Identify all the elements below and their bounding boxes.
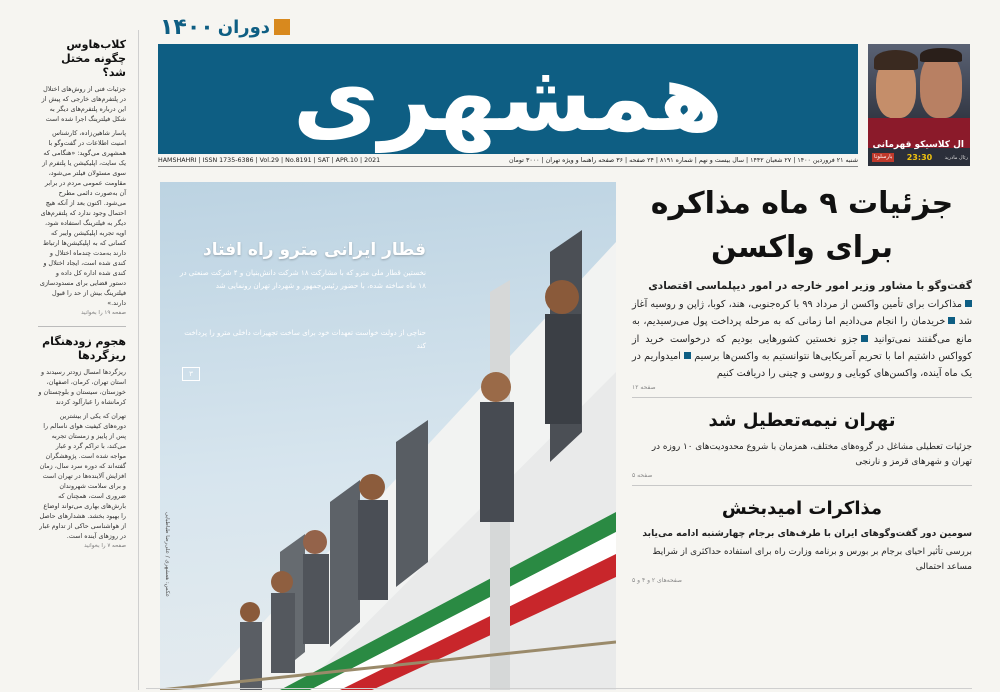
metro-photo-story[interactable] xyxy=(160,182,616,690)
bullet-square-icon xyxy=(965,300,972,307)
main-point-1: مذاکرات برای تأمین واکسن از مرداد ۹۹ با کره‌جنوبی، هند، کوبا، ژاپن و روسیه آغاز شد xyxy=(632,299,972,328)
main-headline[interactable]: جزئیات ۹ ماه مذاکره برای واکسن xyxy=(650,186,954,265)
divider xyxy=(632,485,972,486)
edition-year xyxy=(160,14,290,40)
player-hair-icon xyxy=(920,48,962,62)
promo-team-home: رئال مادرید xyxy=(944,154,968,161)
player-hair-icon xyxy=(874,50,918,70)
edition-word: دوران xyxy=(217,16,271,38)
tehran-page-ref[interactable]: صفحه ۵ xyxy=(632,472,653,480)
masthead[interactable] xyxy=(158,44,858,154)
main-page-ref[interactable]: صفحه ۱۲ xyxy=(632,384,656,392)
promo-box[interactable] xyxy=(868,44,970,166)
photo-page-number[interactable]: ۳ xyxy=(182,367,200,381)
promo-time: 23:30 xyxy=(906,153,933,162)
promo-title: ال کلاسیکو قهرمانی xyxy=(872,140,964,150)
column-rule xyxy=(138,30,139,690)
tehran-body: جزئیات تعطیلی مشاغل در گروه‌های مختلف، همزمان با شروع محدودیت‌های ۱۰ روزه در تهران و شهرهای قرمز و نارنجی xyxy=(651,442,972,468)
bullet-square-icon xyxy=(684,352,691,359)
talks-subhead: سومین دور گفت‌وگوهای ایران با طرف‌های برجام چهارشنبه ادامه می‌یابد xyxy=(642,528,972,540)
talks-headline[interactable]: مذاکرات امیدبخش xyxy=(721,498,883,520)
left-story2-lead: ریزگردها امسال زودتر رسیدند و استان تهران، کرمان، اصفهان، خوزستان، سیستان و بلوچستان و کرمانشاه را غبارآلود کردند xyxy=(38,368,126,406)
left-story2-title[interactable]: هجوم زودهنگام ریزگردها xyxy=(42,335,126,362)
promo-match-row xyxy=(872,152,968,163)
bullet-square-icon xyxy=(948,317,955,324)
talks-page-ref[interactable]: صفحه‌های ۲ و ۴ و ۵ xyxy=(632,577,682,585)
masthead-logo: همشهری xyxy=(292,44,724,153)
main-subhead: گفت‌وگو با مشاور وزیر امور خارجه در امور دیپلماسی اقتصادی xyxy=(648,280,972,292)
left-story2-body: تهران که یکی از بیشترین دوره‌های کیفیت هوای ناسالم را پس از پاییز و زمستان تجربه می‌کند، با تراکم گرد و غبار مواجه شده است. پژوهشگران گفته‌اند که دوره سرد سال، زمان افزایش آلاینده‌ها در تهران است و برای سلامت شهروندان ضروری است، همچنان که بارش‌های بهاری می‌تواند اوضاع را بهبود بخشد. هشدارهای حاصل از هواشناسی حاکی از تداوم غبار در روزهای آینده است. xyxy=(39,412,126,540)
talks-body: بررسی تأثیر احیای برجام بر بورس و برنامه وزارت راه برای استفاده حداکثری از شرایط مساعد احتمالی xyxy=(652,547,972,573)
left-column xyxy=(38,38,126,688)
main-body xyxy=(632,296,972,382)
right-column xyxy=(632,182,972,584)
photo-credit: عکس: همشهری / علی‌رضا طباطبایی xyxy=(164,512,170,598)
left-story1-lead: جزئیات فنی از روش‌های اختلال در پلتفرم‌های خارجی که پیش از این درباره پلتفرم‌های دیگر به شکل فیلترینگ اجرا شده است xyxy=(41,85,126,123)
main-point-3: جزو نخستین کشورهایی بودیم که درخواست خرید از کوواکس داشتیم اما با تحریم آمریکایی‌ها نتوانستیم به واکسن‌ها برسیم xyxy=(632,333,972,362)
photo-lead: نخستین قطار ملی مترو که با مشارکت ۱۸ شرکت دانش‌بنیان و ۴ شرکت صنعتی در ۱۸ ماه ساخته شده، با حضور رئیس‌جمهور و شهردار تهران رونمایی شد xyxy=(179,268,426,290)
left-story1-body: پاسار شاهین‌زاده، کارشناس امنیت اطلاعات در گفت‌وگو با همشهری می‌گوید: «هنگامی که یک سایت، اپلیکیشن یا پلتفرم از سوی مسئولان فیلتر می‌شود، مقاومت عمومی مردم در برابر آن به‌صورت دائمی مطرح می‌شود. اکنون بعد از آنکه هیچ احتمال وجود ندارد که پلتفرم‌های دیگر به فیلترینگ استفاده شود، اوپه تجربه اپلیکیشن وایبر که کسانی که به اپلیکیشن‌ها ارتباط دارند به‌مدت چندماه اختلال و کندی شده است، ایجاد اختلال و کندی شده اداره کل داده و دستور قضایی برای مسدودسازی فیلترینگ بیش از حد را قبول دارند.» xyxy=(39,129,126,307)
tehran-headline[interactable]: تهران نیمه‌تعطیل شد xyxy=(708,410,896,432)
divider xyxy=(38,326,126,327)
bullet-square-icon xyxy=(861,335,868,342)
info-english: HAMSHAHRI | ISSN 1735-6386 | Vol.29 | No.8191 | SAT | APR.10 | 2021 xyxy=(158,157,381,164)
edition-year-number: ۱۴۰۰ xyxy=(160,14,214,40)
promo-team-away: بارسلونا xyxy=(874,154,893,160)
photo-body: حناچی از دولت خواست تعهدات خود برای ساخت تجهیزات داخلی مترو را پرداخت کند xyxy=(184,328,426,350)
info-persian: شنبه ۲۱ فروردین ۱۴۰۰ | ۲۷ شعبان ۱۴۴۲ | سال بیست و نهم | شماره ۸۱۹۱ | ۲۴ صفحه | ۳۶ صفحه راهنما و ویژه تهران | ۳۰۰۰ تومان xyxy=(509,157,858,164)
info-bar xyxy=(158,155,858,167)
left-story1-ref[interactable]: صفحه ۱۹ را بخوانید xyxy=(81,310,126,316)
bottom-rule xyxy=(146,688,972,689)
main-point-2: خریدمان را انجام می‌دادیم اما زمانی که به مرحله پرداخت پول می‌رسیدیم، به مانع می‌گفتند نمی‌توانید xyxy=(632,316,972,345)
divider xyxy=(632,397,972,398)
edition-mark-icon xyxy=(274,19,290,35)
left-story1-title[interactable]: کلاب‌هاوس چگونه مختل شد؟ xyxy=(61,38,126,79)
photo-headline[interactable]: قطار ایرانی مترو راه افتاد xyxy=(203,240,426,260)
main-point-4: امیدواریم در یک ماه آینده، واکسن‌های کوبایی و روسی و چینی را دریافت کنیم xyxy=(632,350,972,380)
left-story2-ref[interactable]: صفحه ۷ را بخوانید xyxy=(84,543,126,549)
